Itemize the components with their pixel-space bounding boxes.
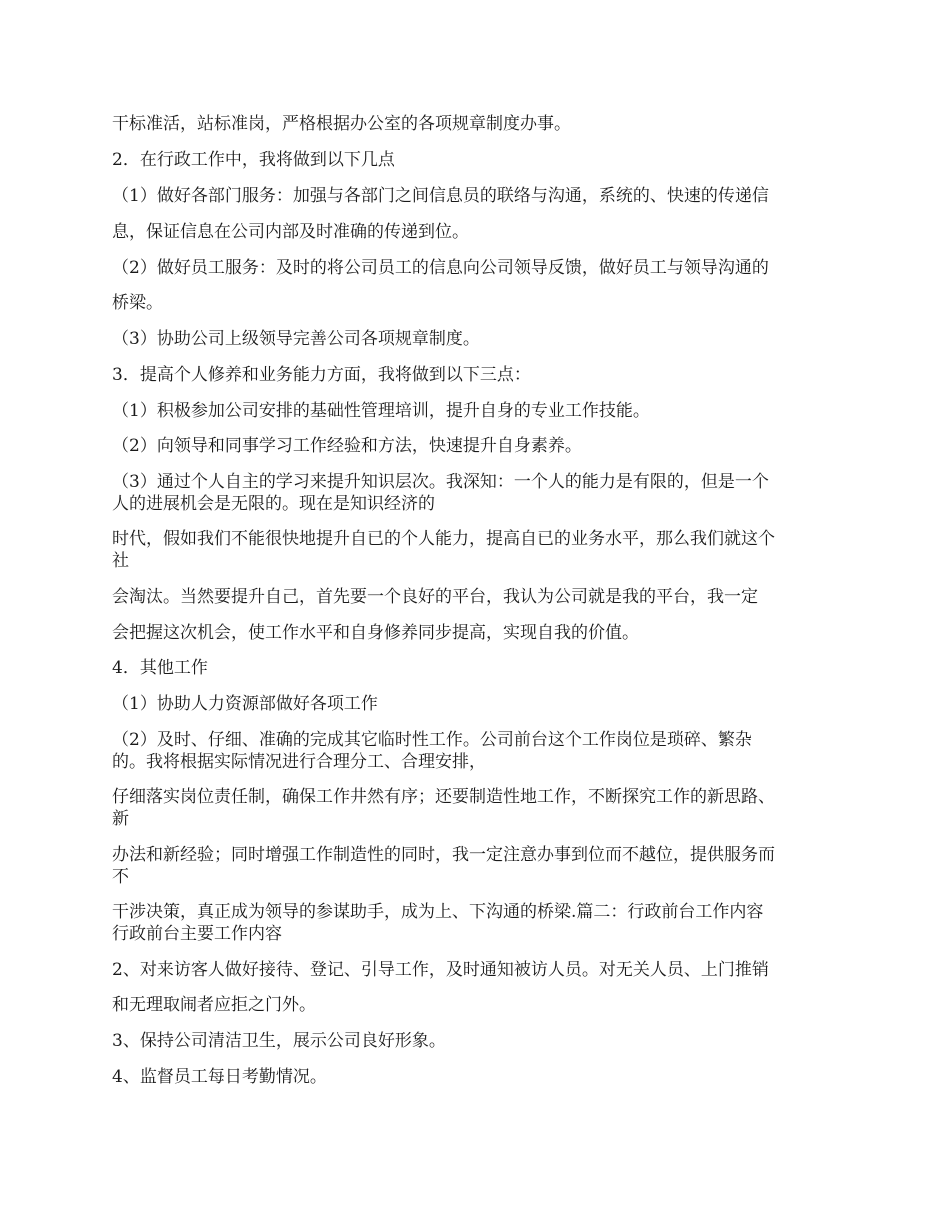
text-line: （3）通过个人自主的学习来提升知识层次。我深知：一个人的能力是有限的，但是一个: [112, 472, 769, 492]
text-line: 会淘汰。当然要提升自己，首先要一个良好的平台，我认为公司就是我的平台，我一定: [112, 587, 758, 607]
text-line: 不: [112, 867, 129, 887]
text-line: 办法和新经验；同时增强工作制造性的同时，我一定注意办事到位而不越位，提供服务而: [112, 845, 775, 865]
text-line: （1）做好各部门服务：加强与各部门之间信息员的联络与沟通，系统的、快速的传递信: [112, 186, 769, 206]
text-line: 和无理取闹者应拒之门外。: [112, 995, 316, 1015]
section-heading: 3．提高个人修养和业务能力方面，我将做到以下三点：: [112, 365, 531, 385]
text-line: （2）及时、仔细、准确的完成其它临时性工作。公司前台这个工作岗位是琐碎、繁杂: [112, 730, 752, 750]
text-line: 人的进展机会是无限的。现在是知识经济的: [112, 494, 435, 514]
text-line: 干涉决策，真正成为领导的参谋助手，成为上、下沟通的桥梁.篇二：行政前台工作内容: [112, 902, 764, 922]
text-line: 4、监督员工每日考勤情况。: [112, 1067, 327, 1087]
text-line: （2）做好员工服务：及时的将公司员工的信息向公司领导反馈，做好员工与领导沟通的: [112, 258, 769, 278]
text-line: 时代，假如我们不能很快地提升自已的个人能力，提高自已的业务水平，那么我们就这个: [112, 529, 775, 549]
text-line: 桥梁。: [112, 293, 163, 313]
section-heading: 4．其他工作: [112, 658, 208, 678]
text-line: 的。我将根据实际情况进行合理分工、合理安排，: [112, 752, 486, 772]
text-line: （1）积极参加公司安排的基础性管理培训，提升自身的专业工作技能。: [112, 401, 650, 421]
text-line: （3）协助公司上级领导完善公司各项规章制度。: [112, 329, 480, 349]
text-line: 3、保持公司清洁卫生，展示公司良好形象。: [112, 1031, 446, 1051]
text-line: 新: [112, 809, 129, 829]
text-line: 2、对来访客人做好接待、登记、引导工作，及时通知被访人员。对无关人员、上门推销: [112, 960, 769, 980]
text-line: 干标准活，站标准岗，严格根据办公室的各项规章制度办事。: [112, 114, 571, 134]
text-line: （1）协助人力资源部做好各项工作: [112, 694, 378, 714]
text-line: （2）向领导和同事学习工作经验和方法，快速提升自身素养。: [112, 436, 582, 456]
text-line: 行政前台主要工作内容: [112, 924, 282, 944]
text-line: 息，保证信息在公司内部及时准确的传递到位。: [112, 222, 469, 242]
section-heading: 2．在行政工作中，我将做到以下几点: [112, 150, 395, 170]
text-line: 会把握这次机会，使工作水平和自身修养同步提高，实现自我的价值。: [112, 623, 639, 643]
text-line: 社: [112, 551, 129, 571]
text-line: 仔细落实岗位责任制，确保工作井然有序；还要制造性地工作，不断探究工作的新思路、: [112, 787, 775, 807]
